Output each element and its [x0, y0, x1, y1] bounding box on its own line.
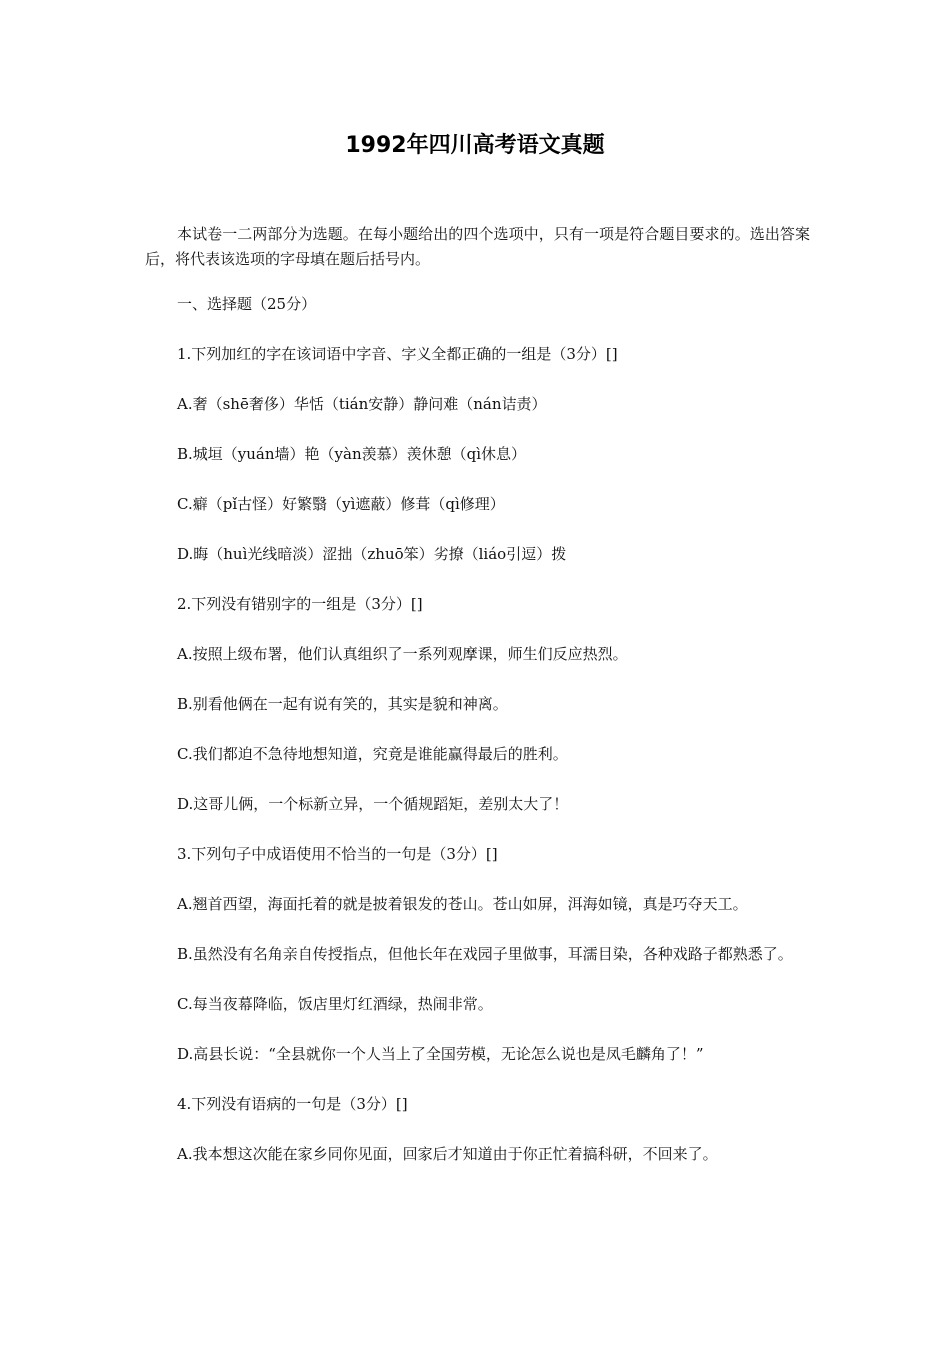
question-1-option-d: D.晦（huì光线暗淡）涩拙（zhuō笨）劣撩（liáo引逗）拨: [177, 545, 567, 563]
section-heading: 一、选择题（25分）: [177, 295, 317, 313]
question-3: 3.下列句子中成语使用不恰当的一句是（3分）[]: [177, 845, 498, 863]
document-title: 1992年四川高考语文真题: [345, 133, 605, 158]
question-2-option-b: B.别看他俩在一起有说有笑的，其实是貌和神离。: [177, 695, 508, 713]
question-1-option-a: A.奢（shē奢侈）华恬（tián安静）静问难（nán诘责）: [177, 395, 547, 413]
question-2: 2.下列没有错别字的一组是（3分）[]: [177, 595, 423, 613]
question-2-option-d: D.这哥儿俩，一个标新立异，一个循规蹈矩，差别太大了！: [177, 795, 569, 813]
question-3-option-a: A.翘首西望，海面托着的就是披着银发的苍山。苍山如屏，洱海如镜，真是巧夺天工。: [177, 895, 748, 913]
question-1: 1.下列加红的字在该词语中字音、字义全都正确的一组是（3分）[]: [177, 345, 618, 363]
intro-paragraph: 本试卷一二两部分为选题。在每小题给出的四个选项中，只有一项是符合题目要求的。选出答案后，将代表该选项的字母填在题后括号内。: [145, 225, 810, 268]
question-3-option-c: C.每当夜幕降临，饭店里灯红酒绿，热闹非常。: [177, 995, 493, 1013]
question-3-option-b: B.虽然没有名角亲自传授指点，但他长年在戏园子里做事，耳濡目染，各种戏路子都熟悉了。: [177, 945, 793, 963]
question-4-option-a: A.我本想这次能在家乡同你见面，回家后才知道由于你正忙着搞科研，不回来了。: [177, 1145, 718, 1163]
question-2-option-a: A.按照上级布署，他们认真组织了一系列观摩课，师生们反应热烈。: [177, 645, 628, 663]
question-2-option-c: C.我们都迫不急待地想知道，究竟是谁能赢得最后的胜利。: [177, 745, 568, 763]
question-4: 4.下列没有语病的一句是（3分）[]: [177, 1095, 408, 1113]
question-3-option-d: D.高县长说：“全县就你一个人当上了全国劳模，无论怎么说也是凤毛麟角了！”: [177, 1045, 704, 1063]
question-1-option-c: C.癖（pǐ古怪）好繁翳（yì遮蔽）修葺（qì修理）: [177, 495, 505, 513]
question-1-option-b: B.城垣（yuán墙）艳（yàn羡慕）羡休憩（qì休息）: [177, 445, 527, 463]
document-body: [145, 222, 810, 1192]
